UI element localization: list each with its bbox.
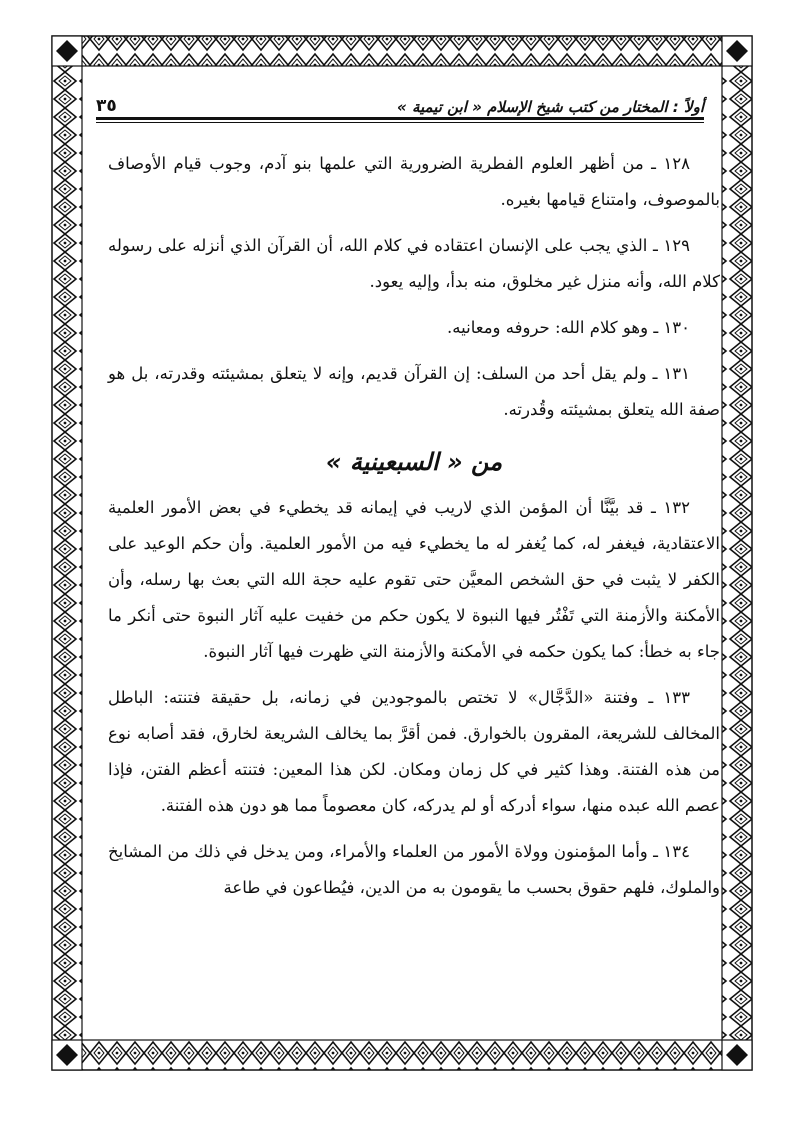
- section-heading: من « السبعينية »: [325, 448, 503, 476]
- page-body: [108, 146, 720, 918]
- paragraph-130: ١٣٠ ـ وهو كلام الله: حروفه ومعانيه.: [447, 318, 690, 337]
- header-rule-thin: [96, 122, 704, 123]
- paragraph-133: ١٣٣ ـ وفتنة «الدَّجَّال» لا تختص بالموجودين في زمانه، بل حقيقة فتنته: الباطل المخالف للشريعة، المقرون بالخوارق. فمن أقرَّ بما يخالف الشريعة لخارق، فقد أصابه نوع من هذه الفتنة. وهذا كثير في كل زمان ومكان. لكن هذا المعين: فتنته أعظم الفتن، فإذا عصم الله عبده منها، سواء أدركه أو لم يدركه، كان معصوماً مما هو دون هذه الفتنة.: [108, 688, 720, 815]
- running-header-title: أولاً : المختار من كتب شيخ الإسلام « ابن تيمية »: [397, 98, 704, 116]
- header-rule-thick: [96, 117, 704, 120]
- paragraph-131: ١٣١ ـ ولم يقل أحد من السلف: إن القرآن قديم، وإنه لا يتعلق بمشيئته وقدرته، بل هو صفة الله يتعلق بمشيئته وقُدرته.: [108, 364, 720, 419]
- paragraph-134: ١٣٤ ـ وأما المؤمنون وولاة الأمور من العلماء والأمراء، ومن يدخل في ذلك من المشايخ والملوك، فلهم حقوق بحسب ما يقومون به من الدين، فيُطاعون في طاعة: [108, 842, 720, 897]
- running-header: [96, 88, 704, 116]
- paragraph-132: ١٣٢ ـ قد بيَّنَّا أن المؤمن الذي لاريب في إيمانه قد يخطيء في بعض الأمور العلمية الاعتقادية، فيغفر له، كما يُغفر له ما يخطيء فيه من الأمور العلمية. وأن حكم الوعيد على الكفر لا يثبت في حق الشخص المعيَّن حتى تقوم عليه حجة الله التي بعث بها رسله، وأن الأمكنة والأزمنة التي تَفْتُر فيها النبوة لا يكون حكم من خفيت عليه آثار النبوة حتى أنكر ما جاء به خطأ: كما يكون حكمه في الأمكنة والأزمنة التي ظهرت فيها آثار النبوة.: [108, 498, 720, 661]
- paragraph-129: ١٢٩ ـ الذي يجب على الإنسان اعتقاده في كلام الله، أن القرآن الذي أنزله على رسوله كلام الله، وأنه منزل غير مخلوق، منه بدأ، وإليه يعود.: [108, 236, 720, 291]
- page-number: ٣٥: [96, 96, 117, 116]
- paragraph-128: ١٢٨ ـ من أظهر العلوم الفطرية الضرورية التي علمها بنو آدم، وجوب قيام الأوصاف بالموصوف، وامتناع قيامها بغيره.: [108, 154, 720, 209]
